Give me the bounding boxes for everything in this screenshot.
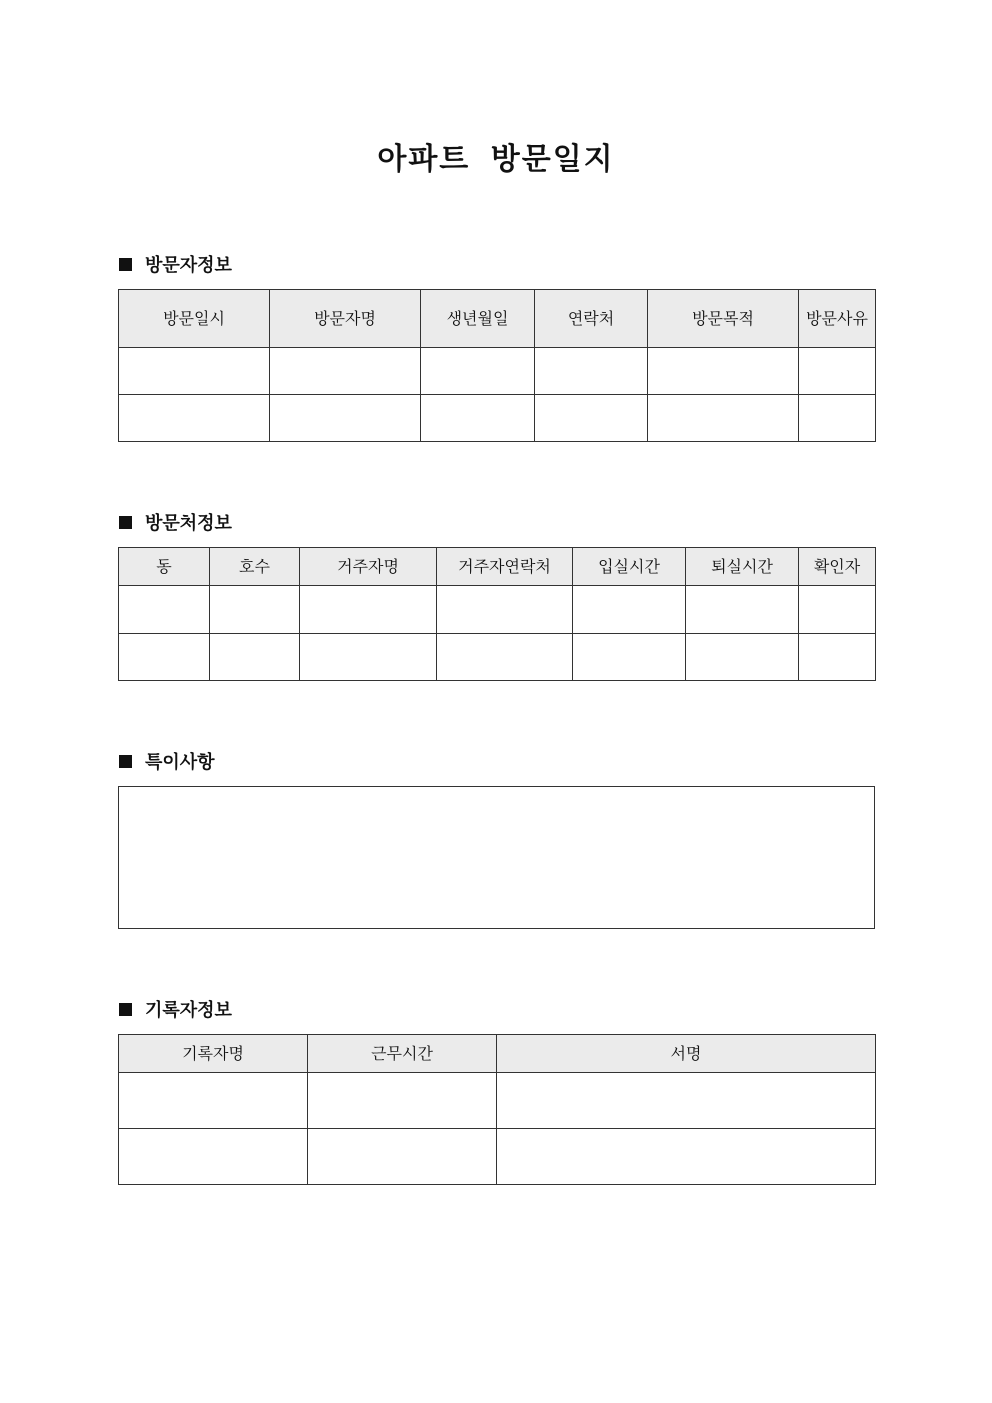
entry-cell[interactable] bbox=[210, 586, 300, 634]
page-title: 아파트 방문일지 bbox=[377, 142, 615, 177]
entry-cell[interactable] bbox=[573, 634, 686, 681]
column-header: 입실시간 bbox=[573, 548, 686, 586]
entry-cell[interactable] bbox=[270, 348, 421, 395]
column-header: 퇴실시간 bbox=[686, 548, 799, 586]
section-heading-label: 특이사항 bbox=[145, 752, 215, 773]
entry-cell[interactable] bbox=[210, 634, 300, 681]
column-header: 방문자명 bbox=[270, 290, 421, 348]
entry-cell[interactable] bbox=[573, 586, 686, 634]
notes-box[interactable] bbox=[118, 786, 875, 929]
entry-cell[interactable] bbox=[799, 634, 876, 681]
column-header: 서명 bbox=[497, 1035, 876, 1073]
section-heading-label: 방문자정보 bbox=[145, 255, 232, 276]
table-header-row bbox=[119, 548, 876, 586]
entry-cell[interactable] bbox=[799, 395, 876, 442]
entry-cell[interactable] bbox=[119, 1129, 308, 1185]
square-bullet-icon bbox=[119, 755, 132, 768]
column-header: 방문목적 bbox=[648, 290, 799, 348]
table-header-row bbox=[119, 290, 876, 348]
entry-cell[interactable] bbox=[799, 348, 876, 395]
entry-cell[interactable] bbox=[308, 1129, 497, 1185]
entry-cell[interactable] bbox=[421, 395, 535, 442]
section-heading-label: 방문처정보 bbox=[145, 513, 232, 534]
visitor-info-table bbox=[118, 289, 876, 442]
entry-cell[interactable] bbox=[119, 348, 270, 395]
column-header: 기록자명 bbox=[119, 1035, 308, 1073]
table-row bbox=[119, 348, 876, 395]
column-header: 호수 bbox=[210, 548, 300, 586]
table-row bbox=[119, 586, 876, 634]
square-bullet-icon bbox=[119, 516, 132, 529]
entry-cell[interactable] bbox=[308, 1073, 497, 1129]
destination-info-table bbox=[118, 547, 876, 681]
table-header-row bbox=[119, 1035, 876, 1073]
entry-cell[interactable] bbox=[437, 586, 573, 634]
column-header: 거주자연락처 bbox=[437, 548, 573, 586]
column-header: 거주자명 bbox=[300, 548, 437, 586]
entry-cell[interactable] bbox=[300, 634, 437, 681]
entry-cell[interactable] bbox=[437, 634, 573, 681]
entry-cell[interactable] bbox=[686, 634, 799, 681]
entry-cell[interactable] bbox=[535, 395, 648, 442]
column-header: 연락처 bbox=[535, 290, 648, 348]
column-header: 확인자 bbox=[799, 548, 876, 586]
column-header: 생년월일 bbox=[421, 290, 535, 348]
section-heading-visitor bbox=[119, 252, 232, 276]
entry-cell[interactable] bbox=[421, 348, 535, 395]
column-header: 방문사유 bbox=[799, 290, 876, 348]
signature-cell[interactable] bbox=[497, 1129, 876, 1185]
table-row bbox=[119, 1073, 876, 1129]
section-heading-notes bbox=[119, 749, 215, 773]
entry-cell[interactable] bbox=[119, 634, 210, 681]
table-row bbox=[119, 395, 876, 442]
section-heading-label: 기록자정보 bbox=[145, 1000, 232, 1021]
column-header: 근무시간 bbox=[308, 1035, 497, 1073]
recorder-info-table bbox=[118, 1034, 876, 1185]
table-row bbox=[119, 1129, 876, 1185]
entry-cell[interactable] bbox=[119, 586, 210, 634]
entry-cell[interactable] bbox=[799, 586, 876, 634]
square-bullet-icon bbox=[119, 258, 132, 271]
signature-cell[interactable] bbox=[497, 1073, 876, 1129]
entry-cell[interactable] bbox=[300, 586, 437, 634]
entry-cell[interactable] bbox=[648, 348, 799, 395]
entry-cell[interactable] bbox=[119, 1073, 308, 1129]
section-heading-destination bbox=[119, 510, 232, 534]
entry-cell[interactable] bbox=[119, 395, 270, 442]
column-header: 동 bbox=[119, 548, 210, 586]
entry-cell[interactable] bbox=[686, 586, 799, 634]
entry-cell[interactable] bbox=[535, 348, 648, 395]
table-row bbox=[119, 634, 876, 681]
column-header: 방문일시 bbox=[119, 290, 270, 348]
square-bullet-icon bbox=[119, 1003, 132, 1016]
entry-cell[interactable] bbox=[648, 395, 799, 442]
section-heading-recorder bbox=[119, 997, 232, 1021]
entry-cell[interactable] bbox=[270, 395, 421, 442]
